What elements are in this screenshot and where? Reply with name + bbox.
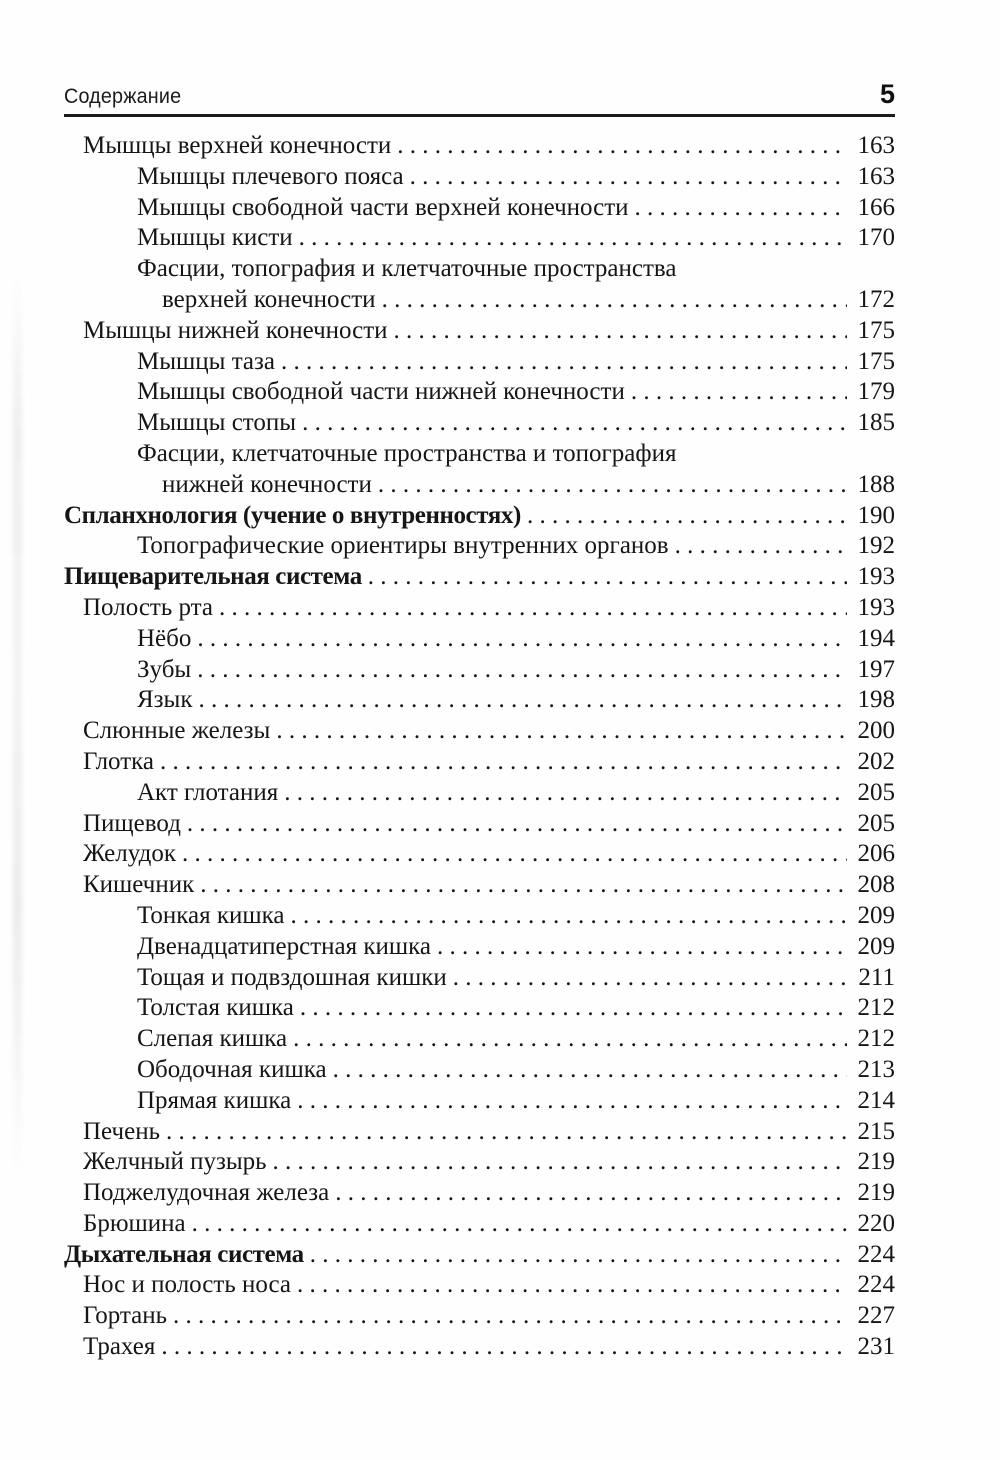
toc-entry	[64, 716, 895, 747]
toc-entry	[64, 223, 895, 254]
toc-entry-page: 214	[857, 1086, 895, 1114]
toc-entry-title: Печень	[83, 1117, 160, 1145]
toc-entry	[64, 193, 895, 224]
toc-entry-page: 211	[858, 963, 895, 991]
dot-leader	[219, 593, 847, 624]
dot-leader	[302, 408, 847, 439]
toc-entry-title: Топографические ориентиры внутренних органов	[137, 532, 669, 560]
dot-leader	[437, 932, 847, 963]
toc-entry-title: Язык	[137, 686, 193, 714]
dot-leader	[635, 193, 847, 224]
toc-entry-page: 163	[857, 162, 895, 190]
toc-entry-title: Нёбо	[137, 624, 192, 652]
toc-entry	[64, 1086, 895, 1117]
toc-entry	[64, 685, 895, 716]
toc-entry-page: 219	[857, 1179, 895, 1207]
dot-leader	[382, 285, 847, 316]
toc-entry-title: Фасции, клетчаточные пространства и топография	[137, 439, 677, 467]
toc-entry-title: Желудок	[83, 840, 176, 868]
toc-entry	[64, 1178, 895, 1209]
toc-entry-page: 205	[857, 809, 895, 837]
toc-entry-title: Мышцы таза	[137, 347, 276, 375]
dot-leader	[397, 131, 847, 162]
page-number: 5	[879, 79, 895, 109]
toc-entry	[64, 531, 895, 562]
toc-entry-title: Мышцы стопы	[137, 409, 297, 437]
dot-leader	[160, 747, 847, 778]
toc-entry	[64, 839, 895, 870]
toc-entry	[64, 439, 895, 470]
dot-leader	[187, 809, 847, 840]
toc-entry-title: нижней конечности	[162, 470, 372, 498]
toc-entry	[64, 778, 895, 809]
toc-entry-page: 227	[857, 1302, 895, 1330]
toc-entry-title: Поджелудочная железа	[83, 1179, 330, 1207]
toc-entry	[64, 932, 895, 963]
toc-entry-title: Пищеварительная система	[64, 563, 362, 591]
toc-entry	[64, 624, 895, 655]
dot-leader	[161, 1332, 847, 1363]
dot-leader	[197, 655, 847, 686]
toc-entry	[64, 501, 895, 532]
toc-entry	[64, 1117, 895, 1148]
toc-entry-page: 209	[857, 932, 895, 960]
toc-entry-title: Трахея	[83, 1333, 156, 1361]
toc-entry	[64, 377, 895, 408]
toc-entry	[64, 470, 895, 501]
toc-entry-page: 175	[857, 316, 895, 344]
toc-entry	[64, 562, 895, 593]
toc-entry	[64, 347, 895, 378]
dot-leader	[378, 470, 847, 501]
toc-entry	[64, 285, 895, 316]
toc-entry	[64, 1240, 895, 1271]
dot-leader	[453, 963, 847, 994]
toc-entry-title: Мышцы свободной части нижней конечности	[137, 378, 625, 406]
toc-entry-title: Мышцы нижней конечности	[83, 316, 388, 344]
dot-leader	[631, 377, 847, 408]
dot-leader	[394, 316, 847, 347]
toc-entry-title: Кишечник	[83, 871, 195, 899]
toc-entry-title: Пищевод	[83, 809, 181, 837]
toc-entry-page: 202	[857, 747, 895, 775]
toc-entry-page: 231	[857, 1333, 895, 1361]
dot-leader	[291, 901, 847, 932]
toc-entry	[64, 1055, 895, 1086]
toc-entry-page: 219	[857, 1148, 895, 1176]
toc-entry-title: Глотка	[83, 747, 155, 775]
toc-entry	[64, 747, 895, 778]
dot-leader	[300, 993, 847, 1024]
toc-entry-page: 198	[857, 686, 895, 714]
toc-entry-page: 212	[857, 994, 895, 1022]
dot-leader	[297, 1086, 847, 1117]
toc-entry-page: 197	[857, 655, 895, 683]
toc-entry-title: Зубы	[137, 655, 192, 683]
toc-entry	[64, 1209, 895, 1240]
toc-entry-page: 224	[857, 1271, 895, 1299]
dot-leader	[166, 1117, 847, 1148]
toc-entry-page: 212	[857, 1025, 895, 1053]
toc-entry	[64, 809, 895, 840]
dot-leader	[284, 778, 847, 809]
dot-leader	[299, 223, 847, 254]
toc-entry-title: Фасции, топография и клетчаточные пространства	[137, 255, 677, 283]
toc-entry-title: Слепая кишка	[137, 1025, 288, 1053]
toc-entry-page: 194	[857, 624, 895, 652]
dot-leader	[310, 1240, 847, 1271]
scan-edge-artifact	[13, 270, 22, 1180]
toc-entry-title: Нос и полость носа	[83, 1271, 291, 1299]
toc-entry	[64, 254, 895, 285]
dot-leader	[182, 839, 847, 870]
dot-leader	[368, 562, 847, 593]
toc-entry	[64, 1332, 895, 1363]
dot-leader	[333, 1055, 847, 1086]
page-header	[64, 79, 895, 117]
toc-entry-page: 190	[857, 501, 895, 529]
dot-leader	[199, 685, 848, 716]
toc-entry-page: 208	[857, 871, 895, 899]
toc-entry-page: 205	[857, 778, 895, 806]
toc-entry	[64, 593, 895, 624]
toc-entry	[64, 901, 895, 932]
dot-leader	[410, 162, 847, 193]
toc-entry-title: Мышцы кисти	[137, 224, 293, 252]
toc-entry	[64, 1024, 895, 1055]
toc-list	[64, 131, 895, 1363]
toc-entry-page: 172	[857, 285, 895, 313]
toc-entry-page: 206	[857, 840, 895, 868]
toc-entry	[64, 963, 895, 994]
toc-entry-title: Брюшина	[83, 1209, 186, 1237]
toc-entry-page: 166	[857, 193, 895, 221]
toc-entry-title: Слюнные железы	[83, 717, 271, 745]
toc-entry	[64, 993, 895, 1024]
toc-entry-page: 179	[857, 378, 895, 406]
dot-leader	[200, 870, 847, 901]
toc-entry-title: Дыхательная система	[64, 1240, 304, 1268]
toc-entry-title: Спланхнология (учение о внутренностях)	[64, 501, 521, 529]
toc-entry	[64, 870, 895, 901]
toc-entry-title: Толстая кишка	[137, 994, 294, 1022]
toc-entry-page: 175	[857, 347, 895, 375]
toc-entry	[64, 1301, 895, 1332]
toc-entry-page: 215	[857, 1117, 895, 1145]
toc-entry-page: 209	[857, 901, 895, 929]
dot-leader	[675, 531, 847, 562]
toc-entry-page: 170	[857, 224, 895, 252]
toc-entry-title: Полость рта	[83, 593, 213, 621]
toc-entry-page: 213	[857, 1055, 895, 1083]
toc-entry	[64, 1270, 895, 1301]
toc-entry	[64, 316, 895, 347]
toc-entry-title: Прямая кишка	[137, 1086, 292, 1114]
toc-entry-page: 193	[857, 563, 895, 591]
dot-leader	[192, 1209, 847, 1240]
toc-entry	[64, 655, 895, 686]
dot-leader	[527, 501, 847, 532]
toc-entry-page: 220	[857, 1209, 895, 1237]
dot-leader	[335, 1178, 847, 1209]
toc-entry-title: Желчный пузырь	[83, 1148, 267, 1176]
toc-entry-page: 193	[857, 593, 895, 621]
toc-entry	[64, 1147, 895, 1178]
toc-entry-title: Гортань	[83, 1302, 168, 1330]
toc-entry-title: верхней конечности	[162, 285, 376, 313]
toc-entry-title: Тонкая кишка	[137, 901, 285, 929]
dot-leader	[173, 1301, 847, 1332]
running-head-title: Содержание	[64, 85, 182, 108]
toc-entry-title: Ободочная кишка	[137, 1055, 327, 1083]
toc-entry-title: Двенадцатиперстная кишка	[137, 932, 431, 960]
toc-entry	[64, 162, 895, 193]
toc-entry-title: Акт глотания	[137, 778, 279, 806]
toc-entry-page: 192	[857, 532, 895, 560]
toc-entry-title: Мышцы свободной части верхней конечности	[137, 193, 629, 221]
dot-leader	[276, 716, 847, 747]
toc-entry-page: 188	[857, 470, 895, 498]
toc-entry-page: 185	[857, 409, 895, 437]
toc-entry-title: Тощая и подвздошная кишки	[137, 963, 447, 991]
toc-entry-title: Мышцы плечевого пояса	[137, 162, 404, 190]
toc-entry-page: 163	[857, 132, 895, 159]
toc-entry-page: 224	[857, 1240, 895, 1268]
dot-leader	[281, 347, 847, 378]
toc-entry-page: 200	[857, 717, 895, 745]
dot-leader	[273, 1147, 847, 1178]
dot-leader	[197, 624, 847, 655]
dot-leader	[293, 1024, 847, 1055]
dot-leader	[297, 1270, 847, 1301]
toc-entry	[64, 408, 895, 439]
toc-entry-title: Мышцы верхней конечности	[83, 132, 392, 159]
toc-entry	[64, 131, 895, 162]
